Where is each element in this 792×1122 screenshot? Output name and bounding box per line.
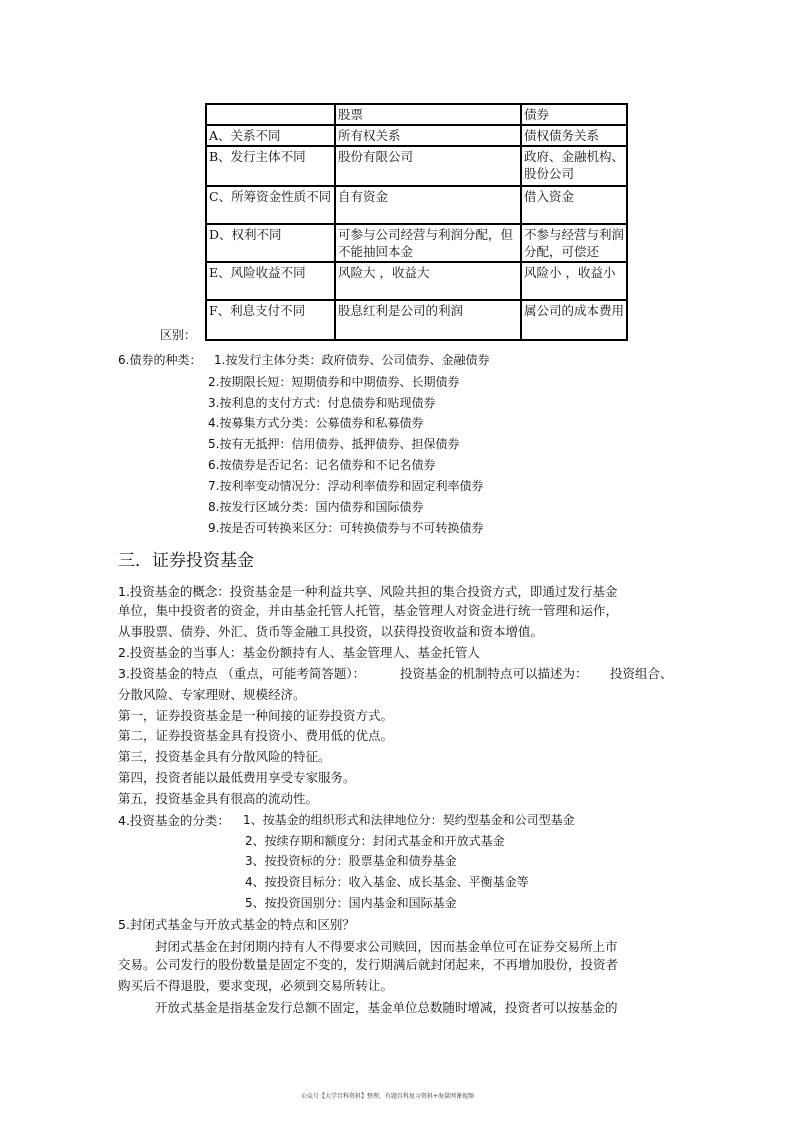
- features-desc-end: 投资组合、: [610, 666, 673, 681]
- list-item: 3.按利息的支付方式：付息债券和贴现债券: [208, 396, 436, 410]
- table-cell: B、发行主体不同: [206, 146, 335, 186]
- table-cell: 借入资金: [521, 186, 627, 224]
- table-cell: [206, 104, 335, 125]
- paragraph-line: 开放式基金是指基金发行总额不固定，基金单位总数随时增减，投资者可以按基金的: [155, 1000, 618, 1015]
- table-cell: 政府、金融机构、股份公司: [521, 146, 627, 186]
- table-cell: 不参与经营与利润分配，可偿还: [521, 224, 627, 262]
- paragraph-line: 分散风险、专家理财、规模经济。: [118, 687, 306, 702]
- table-cell: D、权利不同: [206, 224, 335, 262]
- list-item: 4.按募集方式分类：公募债券和私募债券: [208, 416, 424, 430]
- paragraph-line: 从事股票、债券、外汇、货币等金融工具投资，以获得投资收益和资本增值。: [118, 624, 544, 639]
- table-cell: F、利息支付不同: [206, 300, 335, 340]
- table-cell: 债券: [521, 104, 627, 125]
- table-cell: A、关系不同: [206, 125, 335, 146]
- table-cell: 股息红利是公司的利润: [335, 300, 521, 340]
- classify-title: 4.投资基金的分类：: [118, 813, 230, 828]
- list-item: 7.按利率变动情况分：浮动利率债券和固定利率债券: [208, 479, 484, 493]
- list-item: 9.按是否可转换来区分：可转换债券与不可转换债券: [208, 521, 484, 535]
- table-cell: 股份有限公司: [335, 146, 521, 186]
- table-cell: 可参与公司经营与利润分配，但不能抽回本金: [335, 224, 521, 262]
- footer-note: 公众号【大学百科资料】整理，有题百科复习资料+海量网课视频: [301, 1093, 475, 1100]
- list-item: 第二，证券投资基金具有投资小、费用低的优点。: [118, 728, 394, 743]
- list-item: 1、按基金的组织形式和法律地位分：契约型基金和公司型基金: [243, 813, 575, 827]
- bonds-title: 6.债券的种类：: [118, 353, 202, 367]
- paragraph-line: 交易。公司发行的股份数量是固定不变的，发行期满后就封闭起来，不再增加股份，投资者: [118, 957, 619, 972]
- paragraph-line: 1.投资基金的概念：投资基金是一种利益共享、风险共担的集合投资方式，即通过发行基金: [118, 584, 618, 599]
- section-heading: 三．证券投资基金: [118, 551, 254, 571]
- list-item: 第一，证券投资基金是一种间接的证券投资方式。: [118, 708, 394, 723]
- parties-line: 2.投资基金的当事人：基金份额持有人、基金管理人、基金托管人: [118, 645, 480, 660]
- features-desc: 投资基金的机制特点可以描述为：: [400, 666, 588, 681]
- table-row: [206, 262, 627, 300]
- list-item: 2、按续存期和额度分：封闭式基金和开放式基金: [245, 834, 505, 848]
- list-item: 第三，投资基金具有分散风险的特征。: [118, 749, 331, 764]
- list-item: 8.按发行区域分类：国内债券和国际债券: [208, 500, 424, 514]
- list-item: 4、按投资目标分：收入基金、成长基金、平衡基金等: [245, 875, 529, 889]
- table-cell: 债权债务关系: [521, 125, 627, 146]
- list-item: 第五，投资基金具有很高的流动性。: [118, 791, 319, 806]
- list-item: 5.按有无抵押：信用债券、抵押债券、担保债券: [208, 437, 460, 451]
- table-cell: 所有权关系: [335, 125, 521, 146]
- paragraph-line: 购买后不得退股，要求变现，必须到交易所转让。: [118, 978, 394, 993]
- list-item: 5、按投资国别分：国内基金和国际基金: [245, 896, 457, 910]
- table-label: 区别：: [160, 328, 197, 342]
- table-row: [206, 186, 627, 224]
- table-cell: C、所筹资金性质不同: [206, 186, 335, 224]
- table-row: [206, 125, 627, 146]
- table-header-row: [206, 104, 627, 125]
- paragraph-line: 封闭式基金在封闭期内持有人不得要求公司赎回，因而基金单位可在证券交易所上市: [155, 939, 618, 954]
- paragraph-line: 单位，集中投资者的资金，并由基金托管人托管，基金管理人对资金进行统一管理和运作，: [118, 603, 619, 618]
- table-cell: 自有资金: [335, 186, 521, 224]
- table-cell: 股票: [335, 104, 521, 125]
- table-cell: E、风险收益不同: [206, 262, 335, 300]
- features-title: 3.投资基金的特点 （重点，可能考简答题）：: [118, 666, 366, 681]
- list-item: 6.按债券是否记名：记名债券和不记名债券: [208, 458, 436, 472]
- comparison-table: [205, 103, 628, 341]
- list-item: 第四，投资者能以最低费用享受专家服务。: [118, 770, 356, 785]
- list-item: 1.按发行主体分类：政府债券、公司债券、金融债券: [214, 353, 490, 367]
- table-row: [206, 224, 627, 262]
- list-item: 3、按投资标的分：股票基金和债券基金: [245, 854, 457, 868]
- table-cell: 属公司的成本费用: [521, 300, 627, 340]
- table-row: [206, 300, 627, 340]
- table-row: [206, 146, 627, 186]
- list-item: 2.按期限长短：短期债券和中期债券、长期债券: [208, 375, 460, 389]
- closed-open-title: 5.封闭式基金与开放式基金的特点和区别？: [118, 917, 355, 932]
- table-cell: 风险小 ，收益小: [521, 262, 627, 300]
- table-cell: 风险大 ，收益大: [335, 262, 521, 300]
